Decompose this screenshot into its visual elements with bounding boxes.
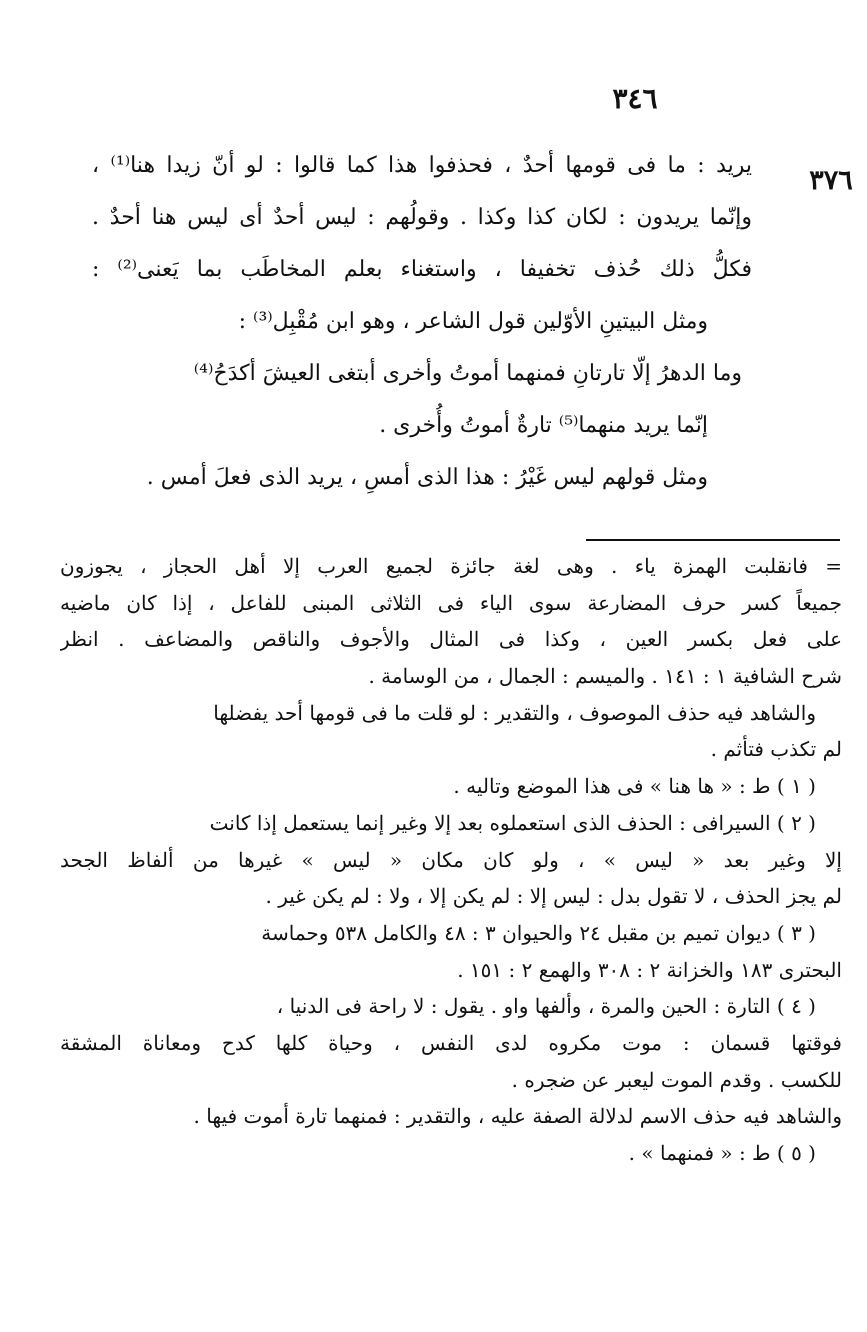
margin-reference-number: ٣٧٦ [809, 165, 853, 196]
main-text-line: ومثل قولهم ليس غَيْرُ : هذا الذى أمسِ ، يريد الذى فعلَ أمس . [146, 465, 708, 490]
footnote-line: للكسب . وقدم الموت ليعبر عن ضجره . [511, 1067, 842, 1092]
main-text-line: إنّما يريد منهما⁽⁵⁾ تارةٌ أموتُ وأُخرى . [379, 413, 708, 438]
footnote-line: ( ٤ ) التارة : الحين والمرة ، وألفها واو . يقول : لا راحة فى الدنيا ، [276, 994, 816, 1019]
main-text-line: وما الدهرُ إلّا تارتانِ فمنهما أموتُ وأخرى أبتغى العيشَ أكدَحُ⁽⁴⁾ [193, 361, 742, 386]
footnote-line: على فعل بكسر العين ، وكذا فى المثال والأجوف والناقص والمضاعف . انظر [60, 627, 842, 652]
footnote-line: = فانقلبت الهمزة ياء . وهى لغة جائزة لجميع العرب إلا أهل الحجاز ، يجوزون [60, 554, 842, 578]
footnote-line: والشاهد فيه حذف الموصوف ، والتقدير : لو قلت ما فى قومها أحد يفضلها [213, 700, 816, 725]
footnote-line: ( ٥ ) ط : « فمنهما » . [628, 1141, 816, 1165]
footnote-line: شرح الشافية ١ : ١٤١ . والميسم : الجمال ، من الوسامة . [368, 664, 842, 689]
footnote-line: إلا وغير بعد « ليس » ، ولو كان مكان « ليس » غيرها من ألفاظ الجحد [60, 847, 842, 872]
footnote-separator-rule [586, 539, 840, 541]
main-text-line: وإنّما يريدون : لكان كذا وكذا . وقولُهم : ليس أحدٌ أى ليس هنا أحدٌ . [92, 205, 752, 230]
main-text-line: يريد : ما فى قومها أحدٌ ، فحذفوا هذا كما قالوا : لو أنّ زيدا هنا⁽¹⁾ ، [92, 153, 752, 178]
footnote-line: لم تكذب فتأثم . [710, 737, 842, 762]
footnote-line: ( ٢ ) السيرافى : الحذف الذى استعملوه بعد إلا وغير إنما يستعمل إذا كانت [209, 810, 816, 835]
footnote-line: لم يجز الحذف ، لا تقول بدل : ليس إلا : لم يكن إلا ، ولا : لم يكن غير . [265, 884, 842, 909]
footnote-line: ( ٣ ) ديوان تميم بن مقبل ٢٤ والحيوان ٣ : ٤٨ والكامل ٥٣٨ وحماسة [261, 920, 816, 945]
main-text-line: ومثل البيتينِ الأوّلين قول الشاعر ، وهو ابن مُقْبِل⁽³⁾ : [238, 309, 708, 334]
footnote-line: فوقتها قسمان : موت مكروه لدى النفس ، وحياة كلها كدح ومعاناة المشقة [60, 1030, 842, 1055]
footnotes [60, 548, 842, 1172]
footnote-line: والشاهد فيه حذف الاسم لدلالة الصفة عليه ، والتقدير : فمنهما تارة أموت فيها . [193, 1104, 842, 1129]
footnote-line: البحترى ١٨٣ والخزانة ٢ : ٣٠٨ والهمع ٢ : ١٥١ . [457, 957, 842, 982]
footnote-line: جميعاً كسر حرف المضارعة سوى الياء فى الثلاثى المبنى للفاعل ، إذا كان ماضيه [60, 590, 842, 615]
main-text [92, 140, 752, 504]
footnote-line: ( ١ ) ط : « ها هنا » فى هذا الموضع وتاليه . [453, 774, 816, 799]
page-number: ٣٤٦ [612, 82, 658, 115]
main-text-line: فكلُّ ذلك حُذف تخفيفا ، واستغناء بعلم المخاطَب بما يَعنى⁽²⁾ : [92, 257, 752, 282]
